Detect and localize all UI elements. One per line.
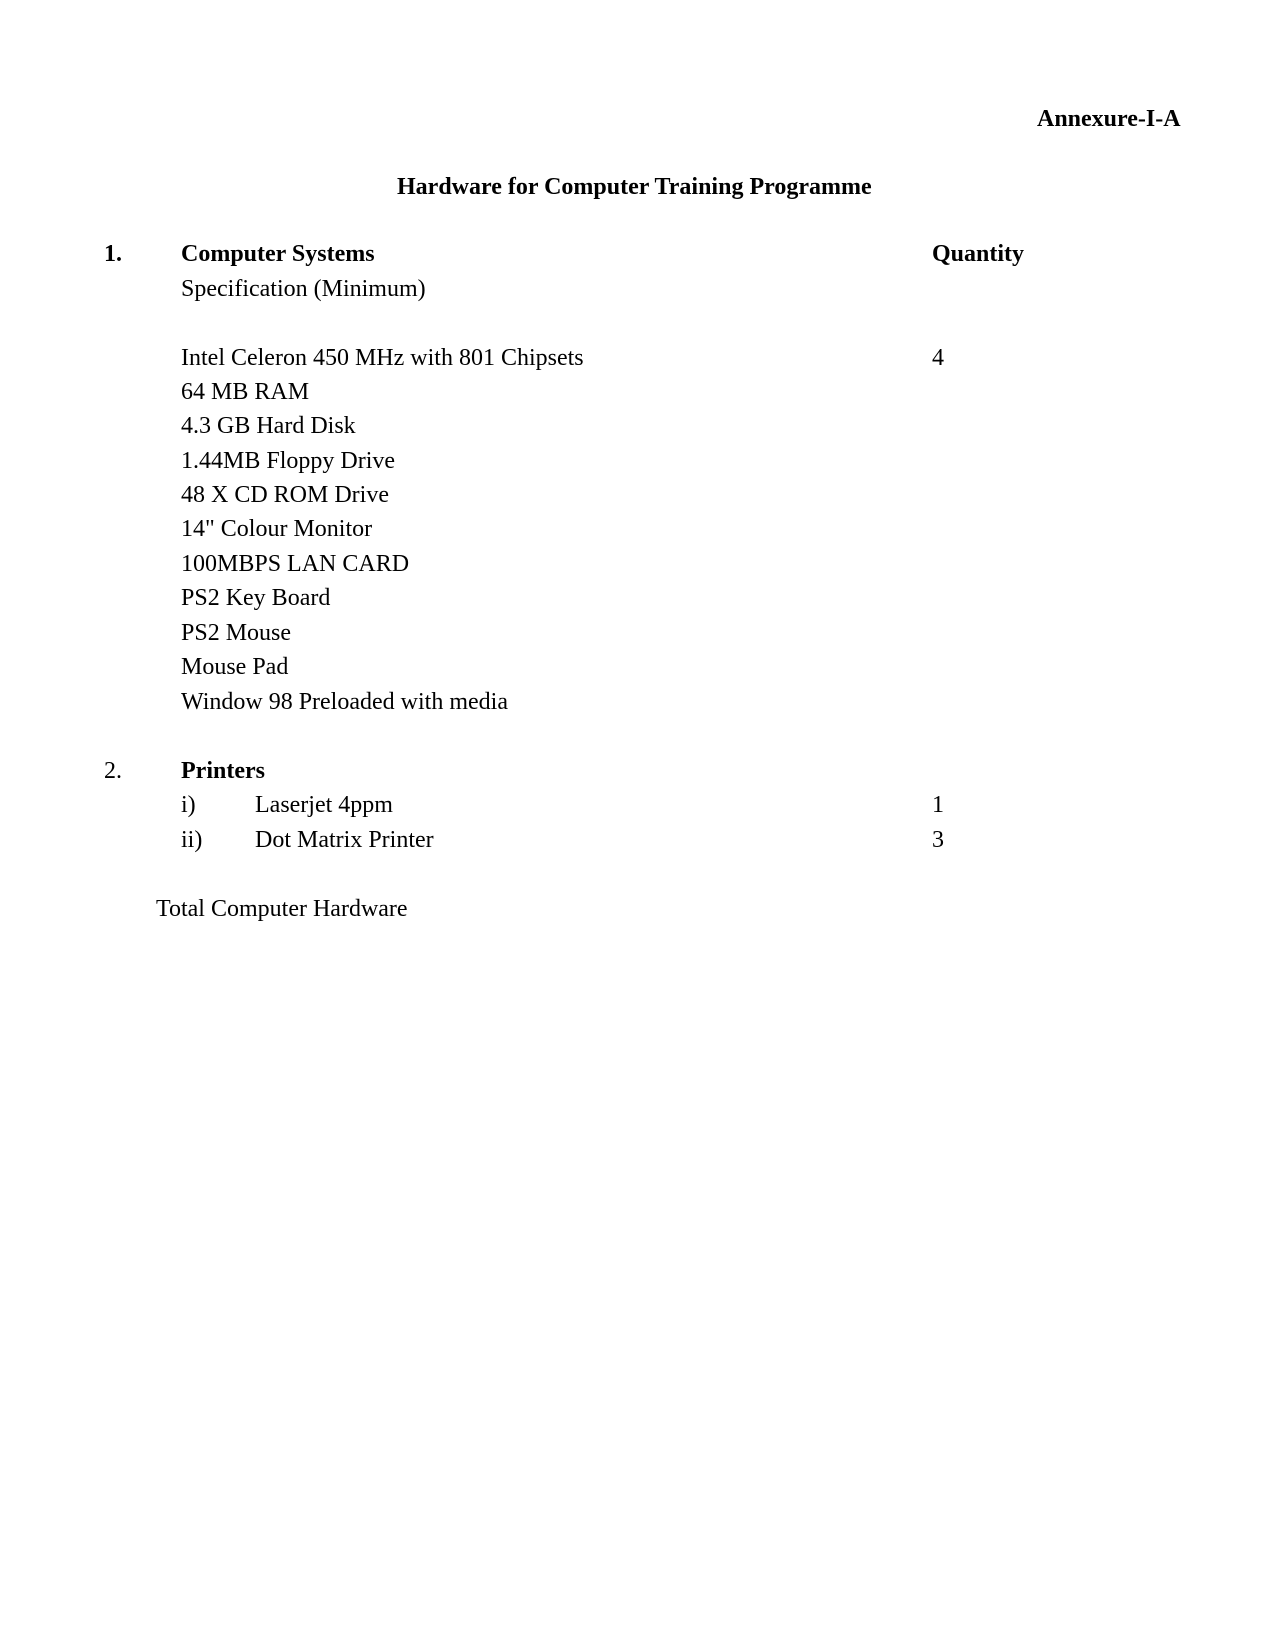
spec-item: 1.44MB Floppy Drive xyxy=(181,448,396,474)
spec-item: PS2 Key Board xyxy=(181,585,331,611)
page-title: Hardware for Computer Training Programme xyxy=(397,174,872,200)
spec-item: 48 X CD ROM Drive xyxy=(181,482,389,508)
spec-item: Window 98 Preloaded with media xyxy=(181,689,508,715)
section-2-number: 2. xyxy=(104,758,122,784)
printer-quantity: 1 xyxy=(932,792,944,818)
section-1-number: 1. xyxy=(104,241,122,267)
spec-item: 4.3 GB Hard Disk xyxy=(181,413,356,439)
printer-name: Dot Matrix Printer xyxy=(255,827,434,853)
annexure-label: Annexure-I-A xyxy=(1037,106,1181,132)
printer-name: Laserjet 4ppm xyxy=(255,792,393,818)
printer-index: i) xyxy=(181,792,196,818)
spec-subheading: Specification (Minimum) xyxy=(181,276,426,302)
spec-item: Intel Celeron 450 MHz with 801 Chipsets xyxy=(181,345,584,371)
section-1-quantity: 4 xyxy=(932,345,944,371)
printer-quantity: 3 xyxy=(932,827,944,853)
spec-item: PS2 Mouse xyxy=(181,620,292,646)
spec-item: 100MBPS LAN CARD xyxy=(181,551,410,577)
section-2-heading: Printers xyxy=(181,758,265,784)
spec-item: 64 MB RAM xyxy=(181,379,310,405)
printer-index: ii) xyxy=(181,827,203,853)
section-1-heading: Computer Systems xyxy=(181,241,375,267)
spec-item: 14" Colour Monitor xyxy=(181,516,373,542)
total-label: Total Computer Hardware xyxy=(156,896,408,922)
spec-item: Mouse Pad xyxy=(181,654,289,680)
quantity-header: Quantity xyxy=(932,241,1025,267)
